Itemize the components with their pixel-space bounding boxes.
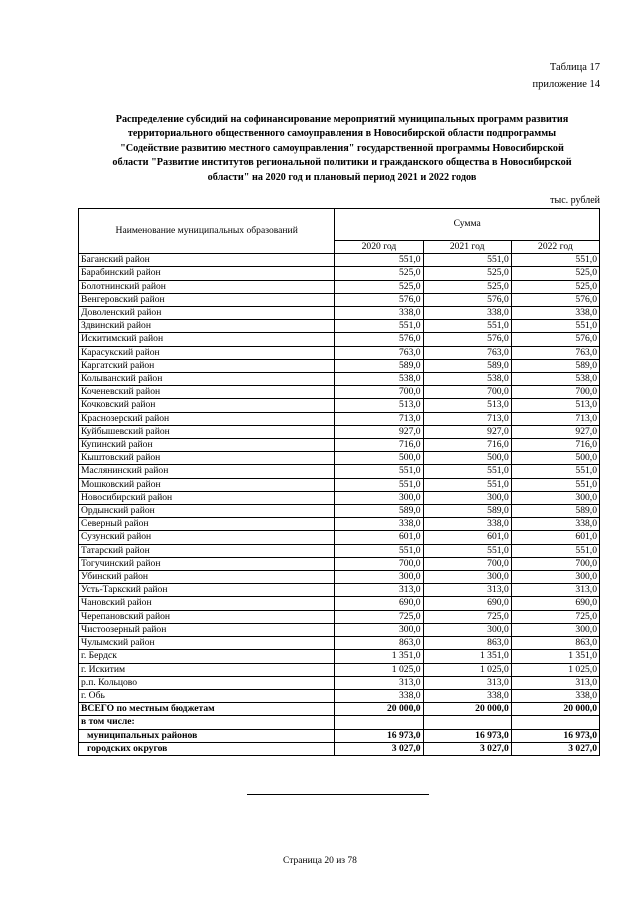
- amount-2021: 551,0: [423, 544, 511, 557]
- amount-2020: 1 025,0: [335, 663, 423, 676]
- municipality-name: г. Бердск: [79, 650, 335, 663]
- table-row: [79, 412, 600, 425]
- table-row: [79, 557, 600, 570]
- amount-2021: 513,0: [423, 399, 511, 412]
- municipality-name: Каргатский район: [79, 359, 335, 372]
- amount-2020: 300,0: [335, 491, 423, 504]
- including-label: в том числе:: [79, 716, 335, 729]
- amount-2021: 500,0: [423, 452, 511, 465]
- municipality-name: Мошковский район: [79, 478, 335, 491]
- municipality-name: Ордынский район: [79, 505, 335, 518]
- amount-2022: 300,0: [511, 491, 599, 504]
- municipality-name: Чулымский район: [79, 637, 335, 650]
- amount-2021: 576,0: [423, 293, 511, 306]
- amount-2020: 576,0: [335, 293, 423, 306]
- table-row: [79, 346, 600, 359]
- table-row: [79, 584, 600, 597]
- amount-2022: 863,0: [511, 637, 599, 650]
- amount-2021: 20 000,0: [423, 703, 511, 716]
- appendix-label: приложение 14: [532, 79, 600, 90]
- amount-2020: 313,0: [335, 676, 423, 689]
- amount-2020: 589,0: [335, 359, 423, 372]
- amount-2020: 338,0: [335, 307, 423, 320]
- empty-cell: [511, 716, 599, 729]
- table-row: [79, 478, 600, 491]
- table-row: [79, 637, 600, 650]
- municipality-name: Карасукский район: [79, 346, 335, 359]
- amount-2021: 927,0: [423, 425, 511, 438]
- amount-2022: 313,0: [511, 676, 599, 689]
- amount-2022: 589,0: [511, 505, 599, 518]
- title-line: области" на 2020 год и плановый период 2021 и 2022 годов: [207, 171, 477, 183]
- amount-2020: 576,0: [335, 333, 423, 346]
- amount-2020: 601,0: [335, 531, 423, 544]
- amount-2022: 1 025,0: [511, 663, 599, 676]
- amount-2022: 690,0: [511, 597, 599, 610]
- table-row: [79, 465, 600, 478]
- amount-2022: 338,0: [511, 307, 599, 320]
- amount-2022: 716,0: [511, 439, 599, 452]
- amount-2022: 551,0: [511, 254, 599, 267]
- amount-2020: 538,0: [335, 373, 423, 386]
- municipality-name: Баганский район: [79, 254, 335, 267]
- amount-2021: 16 973,0: [423, 729, 511, 742]
- amount-2021: 576,0: [423, 333, 511, 346]
- municipality-name: Тогучинский район: [79, 557, 335, 570]
- amount-2022: 551,0: [511, 544, 599, 557]
- amount-2022: 725,0: [511, 610, 599, 623]
- amount-2021: 3 027,0: [423, 742, 511, 755]
- table-body: [79, 254, 600, 756]
- amount-2020: 1 351,0: [335, 650, 423, 663]
- amount-2021: 313,0: [423, 676, 511, 689]
- footnote-rule: [247, 794, 429, 795]
- column-header-year: 2020 год: [335, 241, 423, 254]
- units-label: тыс. рублей: [550, 195, 600, 206]
- amount-2022: 313,0: [511, 584, 599, 597]
- table-row: [79, 359, 600, 372]
- amount-2021: 551,0: [423, 465, 511, 478]
- table-row: [79, 293, 600, 306]
- amount-2020: 763,0: [335, 346, 423, 359]
- municipality-name: Усть-Таркский район: [79, 584, 335, 597]
- amount-2020: 500,0: [335, 452, 423, 465]
- amount-2022: 589,0: [511, 359, 599, 372]
- amount-2022: 338,0: [511, 518, 599, 531]
- municipality-name: ВСЕГО по местным бюджетам: [79, 703, 335, 716]
- amount-2022: 300,0: [511, 623, 599, 636]
- table-row: [79, 333, 600, 346]
- table-row: [79, 689, 600, 702]
- amount-2022: 338,0: [511, 689, 599, 702]
- title-line: территориального общественного самоуправления в Новосибирской области подпрограммы: [127, 128, 557, 140]
- title-line: Распределение субсидий на софинансирование мероприятий муниципальных программ развития: [115, 114, 569, 125]
- amount-2020: 863,0: [335, 637, 423, 650]
- amount-2021: 538,0: [423, 373, 511, 386]
- amount-2020: 313,0: [335, 584, 423, 597]
- amount-2021: 338,0: [423, 307, 511, 320]
- amount-2021: 313,0: [423, 584, 511, 597]
- table-row: [79, 597, 600, 610]
- amount-2021: 300,0: [423, 623, 511, 636]
- table-row: [79, 373, 600, 386]
- amount-2022: 16 973,0: [511, 729, 599, 742]
- total-row: [79, 703, 600, 716]
- amount-2022: 300,0: [511, 571, 599, 584]
- amount-2020: 700,0: [335, 557, 423, 570]
- table-row: [79, 650, 600, 663]
- amount-2020: 300,0: [335, 571, 423, 584]
- table-row: [79, 623, 600, 636]
- amount-2020: 551,0: [335, 320, 423, 333]
- amount-2020: 927,0: [335, 425, 423, 438]
- amount-2021: 716,0: [423, 439, 511, 452]
- table-row: [79, 307, 600, 320]
- amount-2020: 551,0: [335, 465, 423, 478]
- amount-2022: 700,0: [511, 557, 599, 570]
- amount-2021: 690,0: [423, 597, 511, 610]
- amount-2022: 1 351,0: [511, 650, 599, 663]
- column-header-name: Наименование муниципальных образований: [79, 209, 335, 254]
- municipality-name: Венгеровский район: [79, 293, 335, 306]
- amount-2021: 1 025,0: [423, 663, 511, 676]
- municipality-name: Барабинский район: [79, 267, 335, 280]
- amount-2022: 576,0: [511, 293, 599, 306]
- amount-2020: 16 973,0: [335, 729, 423, 742]
- table-row: [79, 610, 600, 623]
- amount-2022: 551,0: [511, 320, 599, 333]
- table-row: [79, 544, 600, 557]
- table-row: [79, 267, 600, 280]
- table-number: Таблица 17: [549, 62, 600, 73]
- municipality-name: Коченевский район: [79, 386, 335, 399]
- amount-2021: 589,0: [423, 359, 511, 372]
- column-header-year: 2021 год: [423, 241, 511, 254]
- empty-cell: [423, 716, 511, 729]
- municipality-name: Здвинский район: [79, 320, 335, 333]
- table-row: [79, 505, 600, 518]
- municipality-name: Черепановский район: [79, 610, 335, 623]
- table-row: [79, 425, 600, 438]
- municipality-name: Болотнинский район: [79, 280, 335, 293]
- amount-2020: 338,0: [335, 518, 423, 531]
- amount-2021: 1 351,0: [423, 650, 511, 663]
- table-row: [79, 663, 600, 676]
- table-row: [79, 571, 600, 584]
- amount-2022: 927,0: [511, 425, 599, 438]
- amount-2022: 576,0: [511, 333, 599, 346]
- municipality-name: Колыванский район: [79, 373, 335, 386]
- municipality-name: Доволенский район: [79, 307, 335, 320]
- municipality-name: г. Обь: [79, 689, 335, 702]
- amount-2022: 500,0: [511, 452, 599, 465]
- amount-2022: 551,0: [511, 478, 599, 491]
- amount-2021: 300,0: [423, 571, 511, 584]
- column-header-sum: Сумма: [335, 209, 600, 241]
- amount-2022: 20 000,0: [511, 703, 599, 716]
- including-row: [79, 716, 600, 729]
- municipality-name: Маслянинский район: [79, 465, 335, 478]
- amount-2021: 700,0: [423, 557, 511, 570]
- amount-2022: 525,0: [511, 280, 599, 293]
- municipality-name: Купинский район: [79, 439, 335, 452]
- table-row: [79, 676, 600, 689]
- amount-2021: 700,0: [423, 386, 511, 399]
- municipality-name: муниципальных районов: [79, 729, 335, 742]
- table-row: [79, 452, 600, 465]
- amount-2020: 716,0: [335, 439, 423, 452]
- municipality-name: Чановский район: [79, 597, 335, 610]
- amount-2021: 338,0: [423, 518, 511, 531]
- municipality-name: Сузунский район: [79, 531, 335, 544]
- subsidy-table: [78, 208, 600, 756]
- municipality-name: Краснозерский район: [79, 412, 335, 425]
- page-footer: Страница 20 из 78: [283, 856, 357, 866]
- amount-2020: 725,0: [335, 610, 423, 623]
- amount-2021: 338,0: [423, 689, 511, 702]
- amount-2021: 551,0: [423, 478, 511, 491]
- table-row: [79, 254, 600, 267]
- table-row: [79, 386, 600, 399]
- municipality-name: Кочковский район: [79, 399, 335, 412]
- amount-2021: 601,0: [423, 531, 511, 544]
- amount-2021: 525,0: [423, 267, 511, 280]
- amount-2022: 601,0: [511, 531, 599, 544]
- column-header-year: 2022 год: [511, 241, 599, 254]
- amount-2020: 20 000,0: [335, 703, 423, 716]
- amount-2022: 763,0: [511, 346, 599, 359]
- municipality-name: Искитимский район: [79, 333, 335, 346]
- table-row: [79, 491, 600, 504]
- amount-2021: 551,0: [423, 254, 511, 267]
- municipality-name: Новосибирский район: [79, 491, 335, 504]
- subtotal-row: [79, 742, 600, 755]
- amount-2020: 300,0: [335, 623, 423, 636]
- title-line: области "Развитие институтов региональной политики и гражданского общества в Новосибирской: [112, 157, 572, 169]
- amount-2022: 513,0: [511, 399, 599, 412]
- amount-2020: 690,0: [335, 597, 423, 610]
- amount-2022: 713,0: [511, 412, 599, 425]
- amount-2020: 551,0: [335, 478, 423, 491]
- amount-2020: 713,0: [335, 412, 423, 425]
- amount-2020: 551,0: [335, 254, 423, 267]
- amount-2020: 589,0: [335, 505, 423, 518]
- municipality-name: Чистоозерный район: [79, 623, 335, 636]
- table-row: [79, 399, 600, 412]
- amount-2021: 551,0: [423, 320, 511, 333]
- amount-2021: 589,0: [423, 505, 511, 518]
- amount-2020: 525,0: [335, 267, 423, 280]
- amount-2020: 700,0: [335, 386, 423, 399]
- table-row: [79, 320, 600, 333]
- amount-2022: 551,0: [511, 465, 599, 478]
- empty-cell: [335, 716, 423, 729]
- amount-2020: 513,0: [335, 399, 423, 412]
- table-row: [79, 280, 600, 293]
- amount-2021: 725,0: [423, 610, 511, 623]
- document-title: [82, 113, 602, 185]
- municipality-name: г. Искитим: [79, 663, 335, 676]
- amount-2022: 538,0: [511, 373, 599, 386]
- amount-2020: 338,0: [335, 689, 423, 702]
- table-row: [79, 518, 600, 531]
- title-line: "Содействие развитию местного самоуправления" государственной программы Новосибирской: [120, 142, 564, 154]
- municipality-name: Убинский район: [79, 571, 335, 584]
- amount-2021: 713,0: [423, 412, 511, 425]
- amount-2020: 551,0: [335, 544, 423, 557]
- municipality-name: Татарский район: [79, 544, 335, 557]
- amount-2020: 525,0: [335, 280, 423, 293]
- amount-2021: 763,0: [423, 346, 511, 359]
- amount-2022: 700,0: [511, 386, 599, 399]
- amount-2022: 3 027,0: [511, 742, 599, 755]
- municipality-name: городских округов: [79, 742, 335, 755]
- amount-2021: 863,0: [423, 637, 511, 650]
- municipality-name: р.п. Кольцово: [79, 676, 335, 689]
- municipality-name: Северный район: [79, 518, 335, 531]
- table-row: [79, 439, 600, 452]
- table-row: [79, 531, 600, 544]
- amount-2021: 525,0: [423, 280, 511, 293]
- amount-2020: 3 027,0: [335, 742, 423, 755]
- amount-2022: 525,0: [511, 267, 599, 280]
- subtotal-row: [79, 729, 600, 742]
- amount-2021: 300,0: [423, 491, 511, 504]
- municipality-name: Куйбышевский район: [79, 425, 335, 438]
- municipality-name: Кыштовский район: [79, 452, 335, 465]
